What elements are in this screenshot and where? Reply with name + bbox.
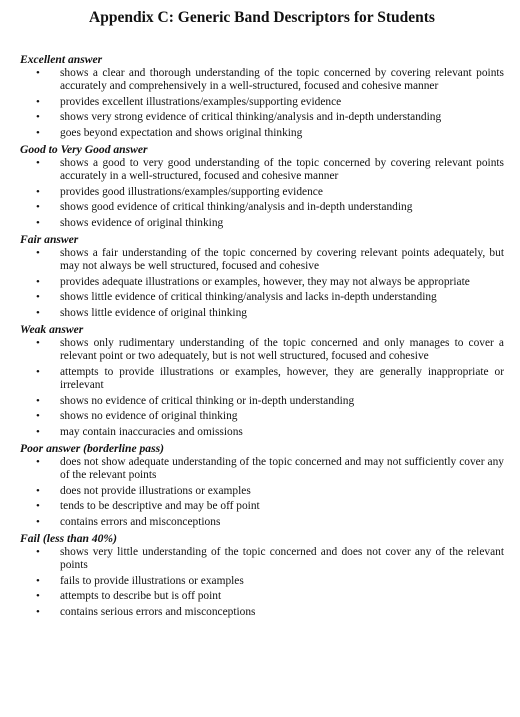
descriptor-text: shows evidence of original thinking [60,216,224,229]
bullet-icon: • [36,275,40,288]
bullet-icon: • [36,515,40,528]
descriptor-item [20,366,504,393]
descriptor-item [20,127,504,141]
band-heading: Weak answer [20,323,84,336]
descriptor-list [20,157,504,231]
descriptor-text: may contain inaccuracies and omissions [60,425,243,438]
bullet-icon: • [36,605,40,618]
band-fail [20,532,504,619]
descriptor-item [20,201,504,215]
descriptor-text: does not show adequate understanding of the topic concerned and may not sufficiently cover any of the relevant points [60,455,504,481]
descriptor-item [20,575,504,589]
descriptor-text: fails to provide illustrations or examples [60,574,244,587]
descriptor-list [20,337,504,440]
bullet-icon: • [36,500,40,512]
bullet-icon: • [36,246,40,259]
descriptor-item [20,307,504,321]
descriptor-item [20,111,504,125]
descriptor-text: shows a clear and thorough understanding of the topic concerned by covering relevant points accurately and comprehensively in a well-structured, focused and cohesive manner [60,66,504,92]
descriptor-list [20,546,504,620]
descriptor-text: shows no evidence of original thinking [60,410,238,422]
descriptor-item [20,67,504,94]
bullet-icon: • [36,95,40,108]
descriptor-text: attempts to provide illustrations or examples, however, they are generally inappropriate or irrelevant [60,365,504,391]
bullet-icon: • [36,484,40,497]
band-excellent [20,53,504,140]
bullet-icon: • [36,291,40,303]
band-heading: Poor answer (borderline pass) [20,442,164,455]
descriptor-text: does not provide illustrations or examples [60,484,251,497]
descriptor-list [20,67,504,141]
bullet-icon: • [36,365,40,378]
descriptor-item [20,516,504,530]
descriptor-item [20,337,504,364]
bullet-icon: • [36,156,40,169]
descriptor-text: attempts to describe but is off point [60,590,222,602]
bullet-icon: • [36,336,40,349]
descriptor-item [20,291,504,305]
descriptor-text: shows very little understanding of the topic concerned and does not cover any of the relevant points [60,545,504,571]
descriptor-item [20,186,504,200]
descriptor-item [20,500,504,514]
descriptor-item [20,456,504,483]
bullet-icon: • [36,306,40,319]
descriptor-list [20,456,504,530]
band-weak [20,323,504,439]
descriptor-text: shows good evidence of critical thinking/analysis and in-depth understanding [60,201,413,213]
band-heading: Good to Very Good answer [20,143,148,156]
descriptor-text: shows little evidence of critical thinking/analysis and lacks in-depth understanding [60,291,437,303]
bullet-icon: • [36,545,40,558]
descriptor-text: provides adequate illustrations or examples, however, they may not always be appropriate [60,275,470,288]
bullet-icon: • [36,410,40,422]
page-title: Appendix C: Generic Band Descriptors for Students [89,9,435,26]
descriptor-item [20,276,504,290]
band-heading: Fair answer [20,233,79,246]
descriptor-item [20,157,504,184]
bullet-icon: • [36,394,40,407]
bullet-icon: • [36,126,40,139]
descriptor-text: shows very strong evidence of critical thinking/analysis and in-depth understanding [60,111,442,123]
band-good-to-very-good [20,143,504,230]
descriptor-item [20,590,504,604]
bullet-icon: • [36,185,40,198]
descriptor-text: shows only rudimentary understanding of the topic concerned and only manages to cover a relevant point or two adequately, but is not well structured, focused and cohesive [60,336,504,362]
descriptor-list [20,247,504,321]
band-poor [20,442,504,529]
descriptor-text: shows a fair understanding of the topic concerned by covering relevant points adequately, but may not always be well structured, focused and cohesive [60,246,504,272]
descriptor-item [20,606,504,620]
bullet-icon: • [36,216,40,229]
descriptor-item [20,395,504,409]
descriptor-text: shows little evidence of original thinking [60,306,247,319]
descriptor-item [20,96,504,110]
descriptor-item [20,410,504,424]
bullet-icon: • [36,455,40,468]
bullet-icon: • [36,66,40,79]
descriptor-text: goes beyond expectation and shows original thinking [60,126,303,139]
descriptor-item [20,485,504,499]
descriptor-text: shows a good to very good understanding of the topic concerned by covering relevant points accurately in a well-structured, focused and cohesive manner [60,156,504,182]
bullet-icon: • [36,201,40,213]
descriptor-text: provides good illustrations/examples/supporting evidence [60,185,323,198]
band-fair [20,233,504,320]
descriptor-text: provides excellent illustrations/examples/supporting evidence [60,95,342,108]
band-heading: Fail (less than 40%) [20,532,117,545]
descriptor-item [20,426,504,440]
descriptor-item [20,546,504,573]
descriptor-text: contains errors and misconceptions [60,515,221,528]
bullet-icon: • [36,574,40,587]
band-heading: Excellent answer [20,53,103,66]
bullet-icon: • [36,590,40,602]
descriptor-text: shows no evidence of critical thinking or in-depth understanding [60,394,355,407]
descriptor-text: contains serious errors and misconceptions [60,605,256,618]
bullet-icon: • [36,111,40,123]
bullet-icon: • [36,425,40,438]
descriptor-item [20,217,504,231]
descriptor-text: tends to be descriptive and may be off point [60,500,260,512]
descriptor-item [20,247,504,274]
